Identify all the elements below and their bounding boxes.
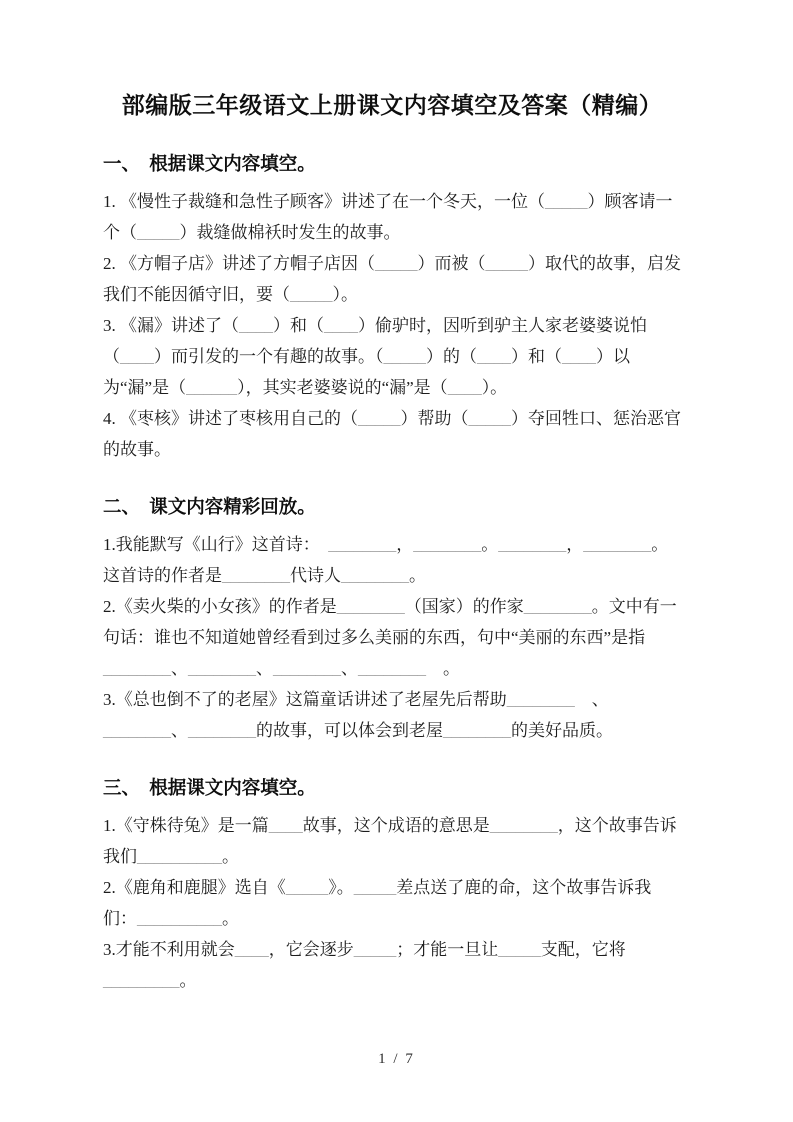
blank-line: ________ [336, 597, 405, 616]
blank-line: _____ [485, 254, 528, 273]
blank-line: ________ [358, 659, 426, 678]
blank-line: ____ [120, 347, 154, 366]
question-paragraph: 1.我能默写《山行》这首诗： ________，________。________，________。这首诗的作者是________代诗人________。 [103, 535, 669, 585]
question-paragraph: 3. 《漏》讲述了（____）和（____）偷驴时，因听到驴主人家老婆婆说怕（____）而引发的一个有趣的故事。（_____）的（____）和（____）以为“漏”是（______），其实老婆婆说的“漏”是（____）。 [103, 316, 647, 397]
section-one [103, 150, 681, 465]
blank-line: ________ [103, 721, 171, 740]
blank-line: ____ [239, 316, 273, 335]
blank-line: _____ [285, 878, 329, 897]
blank-line: ____ [268, 816, 303, 835]
section-two [103, 493, 681, 746]
blank-line: ____ [447, 378, 482, 397]
blank-line: ________ [273, 659, 341, 678]
blank-line: ________ [328, 535, 397, 554]
question-paragraph: 3.《总也倒不了的老屋》这篇童话讲述了老屋先后帮助________ 、________、________的故事，可以体会到老屋________的美好品质。 [103, 690, 613, 740]
question-paragraph: 2.《卖火柴的小女孩》的作者是________（国家）的作家________。文中有一句话：谁也不知道她曾经看到过多么美丽的东西，句中“美丽的东西”是指________、________、________、________ 。 [103, 597, 677, 678]
blank-line: ______ [186, 378, 238, 397]
blank-line: ________ [103, 659, 171, 678]
question-paragraph: 1. 《慢性子裁缝和急性子顾客》讲述了在一个冬天，一位（_____）顾客请一个（_____）裁缝做棉袄时发生的故事。 [103, 192, 673, 242]
section-two-heading: 二、 课文内容精彩回放。 [103, 496, 316, 517]
blank-line: _____ [353, 940, 397, 959]
blank-line: _____ [383, 347, 426, 366]
blank-line: _________ [103, 971, 180, 990]
question-paragraph: 2.《鹿角和鹿腿》选自《_____》。_____差点送了鹿的命，这个故事告诉我们：__________。 [103, 878, 652, 928]
blank-line: _____ [290, 285, 333, 304]
blank-line: _____ [353, 878, 397, 897]
blank-line: __________ [137, 847, 222, 866]
blank-line: ____ [324, 316, 358, 335]
blank-line: ________ [489, 816, 558, 835]
blank-line: _____ [545, 192, 588, 211]
blank-line: ________ [498, 535, 567, 554]
blank-line: ________ [188, 721, 256, 740]
question-paragraph: 3.才能不利用就会____，它会逐步_____；才能一旦让_____支配，它将_________。 [103, 940, 626, 990]
blank-line: ________ [583, 535, 652, 554]
section-one-heading: 一、 根据课文内容填空。 [103, 153, 316, 174]
blank-line: _____ [498, 940, 541, 959]
blank-line: ________ [341, 566, 409, 585]
blank-line: _____ [468, 409, 511, 428]
question-paragraph: 1.《守株待兔》是一篇____故事，这个成语的意思是________，这个故事告诉我们__________。 [103, 816, 677, 866]
blank-line: ________ [413, 535, 482, 554]
blank-line: ________ [443, 721, 511, 740]
blank-line: ________ [188, 659, 256, 678]
blank-line: _____ [375, 254, 418, 273]
blank-line: ________ [222, 566, 290, 585]
blank-line: ________ [523, 597, 592, 616]
section-three-heading: 三、 根据课文内容填空。 [103, 777, 316, 798]
page-number: 1 / 7 [378, 1051, 415, 1067]
blank-line: _____ [358, 409, 401, 428]
blank-line: ________ [506, 690, 575, 709]
blank-line: ____ [477, 347, 511, 366]
question-paragraph: 2. 《方帽子店》讲述了方帽子店因（_____）而被（_____）取代的故事，启发我们不能因循守旧，要（_____）。 [103, 254, 681, 304]
blank-line: ____ [562, 347, 596, 366]
blank-line: ____ [234, 940, 269, 959]
document-title: 部编版三年级语文上册课文内容填空及答案（精编） [121, 92, 663, 118]
blank-line: _____ [137, 223, 180, 242]
blank-line: __________ [137, 909, 222, 928]
section-three [103, 774, 681, 996]
question-paragraph: 4. 《枣核》讲述了枣核用自己的（_____）帮助（_____）夺回牲口、惩治恶官的故事。 [103, 409, 681, 459]
